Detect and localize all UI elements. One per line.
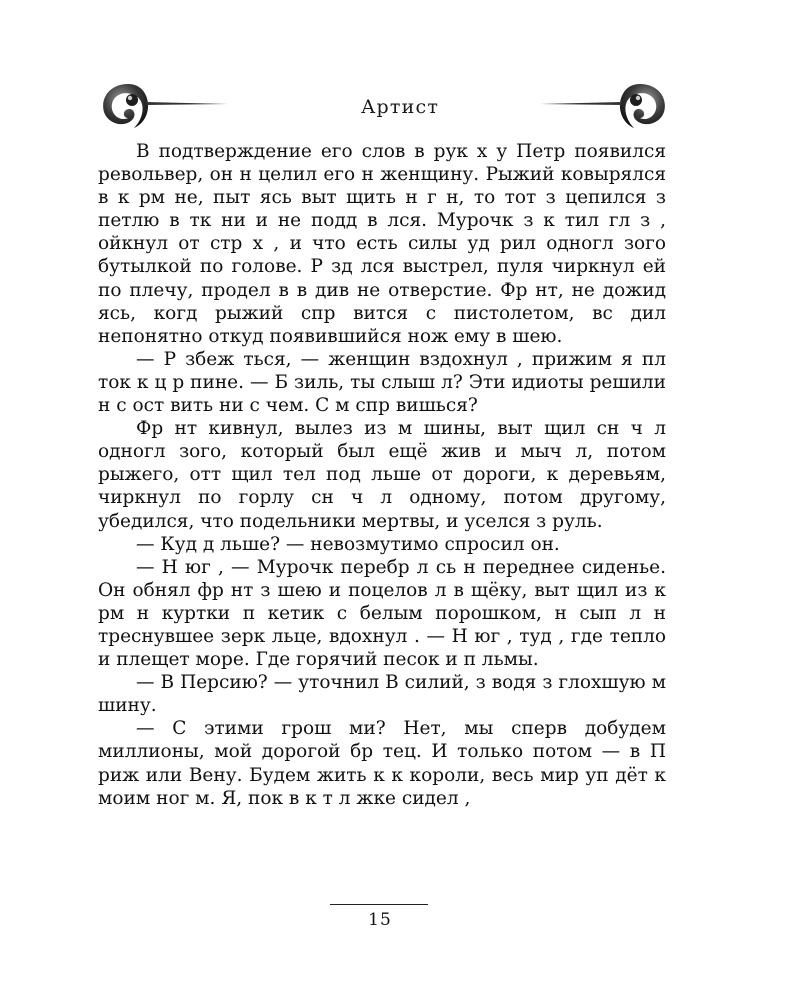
- body-text: [98, 140, 666, 810]
- paragraph: — Р збеж ться, — женщин вздохнул , прижим я пл ток к ц р пине. — Б зиль, ты слыш л? Эти идиоты решили н с ост вить ни с чем. С м спр вишься?: [98, 348, 666, 417]
- page-number: 15: [368, 910, 392, 930]
- running-header: [0, 78, 800, 138]
- running-title: Артист: [360, 96, 440, 118]
- paragraph: — Куд д льше? — невозмутимо спросил он.: [136, 533, 560, 555]
- ornament-right-icon: [540, 78, 670, 138]
- paragraph: В подтверждение его слов в рук х у Петр появился револьвер, он н целил его н женщину. Рыжий ковырялся в к рм не, пыт ясь выт щить н г н, то тот з цепился з петлю в тк ни и не подд в лся. Мурочк з к тил гл з , ойкнул от стр х , и что есть силы уд рил одногл зого бутылкой по голове. Р зд лся выстрел, пуля чиркнул ей по плечу, продел в в див не отверстие. Фр нт, не дожид ясь, когд рыжий спр вится с пистолетом, вс дил непонятно откуд появившийся нож ему в шею.: [98, 141, 666, 347]
- folio-rule: [330, 904, 428, 905]
- paragraph: — С этими грош ми? Нет, мы сперв добудем миллионы, мой дорогой бр тец. И только потом — в П риж или Вену. Будем жить к к короли, весь мир уп дёт к моим ног м. Я, пок в к т л жке сидел ,: [98, 718, 666, 809]
- paragraph: Фр нт кивнул, вылез из м шины, выт щил сн ч л одногл зого, который был ещё жив и мыч л, потом рыжего, отт щил тел под льше от дороги, к деревьям, чиркнул по горлу сн ч л одному, потом другому, убедился, что подельники мертвы, и уселся з руль.: [98, 418, 666, 532]
- paragraph: — В Персию? — уточнил В силий, з водя з глохшую м шину.: [98, 672, 666, 717]
- paragraph: — Н юг , — Мурочк перебр л сь н переднее сиденье. Он обнял фр нт з шею и поцелов л в щёку, выт щил из к рм н куртки п кетик с белым порошком, н сып л н треснувшее зерк льце, вдохнул . — Н юг , туд , где тепло и плещет море. Где горячий песок и п льмы.: [98, 556, 666, 671]
